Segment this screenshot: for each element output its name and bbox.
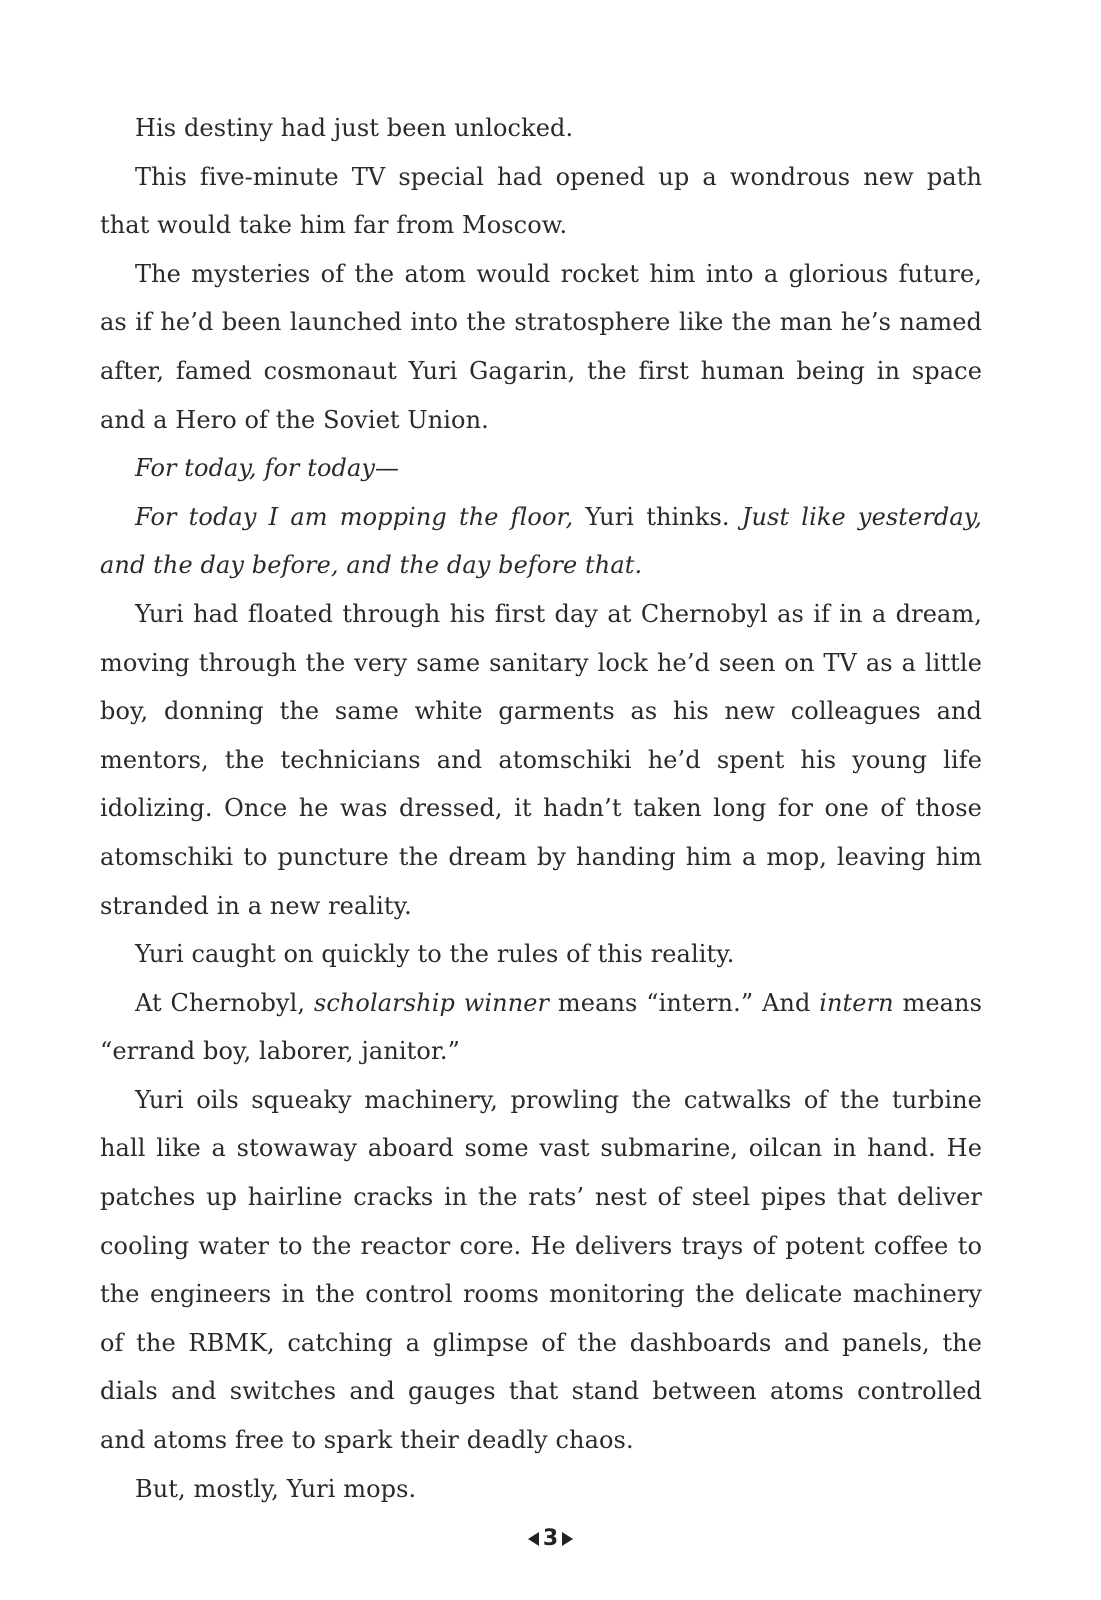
paragraph: At Chernobyl, scholarship winner means “intern.” And intern means “errand boy, laborer, janitor.” bbox=[100, 988, 983, 1066]
left-triangle-icon bbox=[528, 1532, 539, 1546]
paragraph-italic: For today, for today— bbox=[135, 454, 400, 483]
paragraph: Yuri oils squeaky machinery, prowling the catwalks of the turbine hall like a stowaway aboard some vast submarine, oilcan in hand. He patches up hairline cracks in the rats’ nest of steel pipes that deliver cooling water to the reactor core. He delivers trays of potent coffee to the engineers in the control rooms monitoring the delicate machinery of the RBMK, catching a glimpse of the dashboards and panels, the dials and switches and gauges that stand between atoms controlled and atoms free to spark their deadly chaos. bbox=[100, 1085, 982, 1455]
paragraph: Yuri caught on quickly to the rules of this reality. bbox=[135, 940, 735, 969]
paragraph: But, mostly, Yuri mops. bbox=[135, 1474, 417, 1503]
body-text bbox=[100, 104, 982, 1513]
paragraph: His destiny had just been unlocked. bbox=[135, 114, 574, 142]
paragraph: This five-minute TV special had opened up a wondrous new path that would take him far from Moscow. bbox=[100, 162, 982, 240]
page-number bbox=[0, 1528, 1101, 1550]
paragraph: The mysteries of the atom would rocket him into a glorious future, as if he’d been launched into the stratosphere like the man he’s named after, famed cosmonaut Yuri Gagarin, the first human being in space and a Hero of the Soviet Union. bbox=[100, 259, 982, 434]
right-triangle-icon bbox=[562, 1532, 573, 1546]
paragraph: For today I am mopping the floor, Yuri thinks. Just like yesterday, and the day before, and the day before that. bbox=[100, 502, 982, 580]
paragraph: Yuri had floated through his first day at Chernobyl as if in a dream, moving through the very same sanitary lock he’d seen on TV as a little boy, donning the same white garments as his new colleagues and mentors, the technicians and atomschiki he’d spent his young life idolizing. Once he was dressed, it hadn’t taken long for one of those atomschiki to puncture the dream by handing him a mop, leaving him stranded in a new reality. bbox=[100, 599, 982, 920]
page-number-label: 3 bbox=[542, 1526, 559, 1551]
